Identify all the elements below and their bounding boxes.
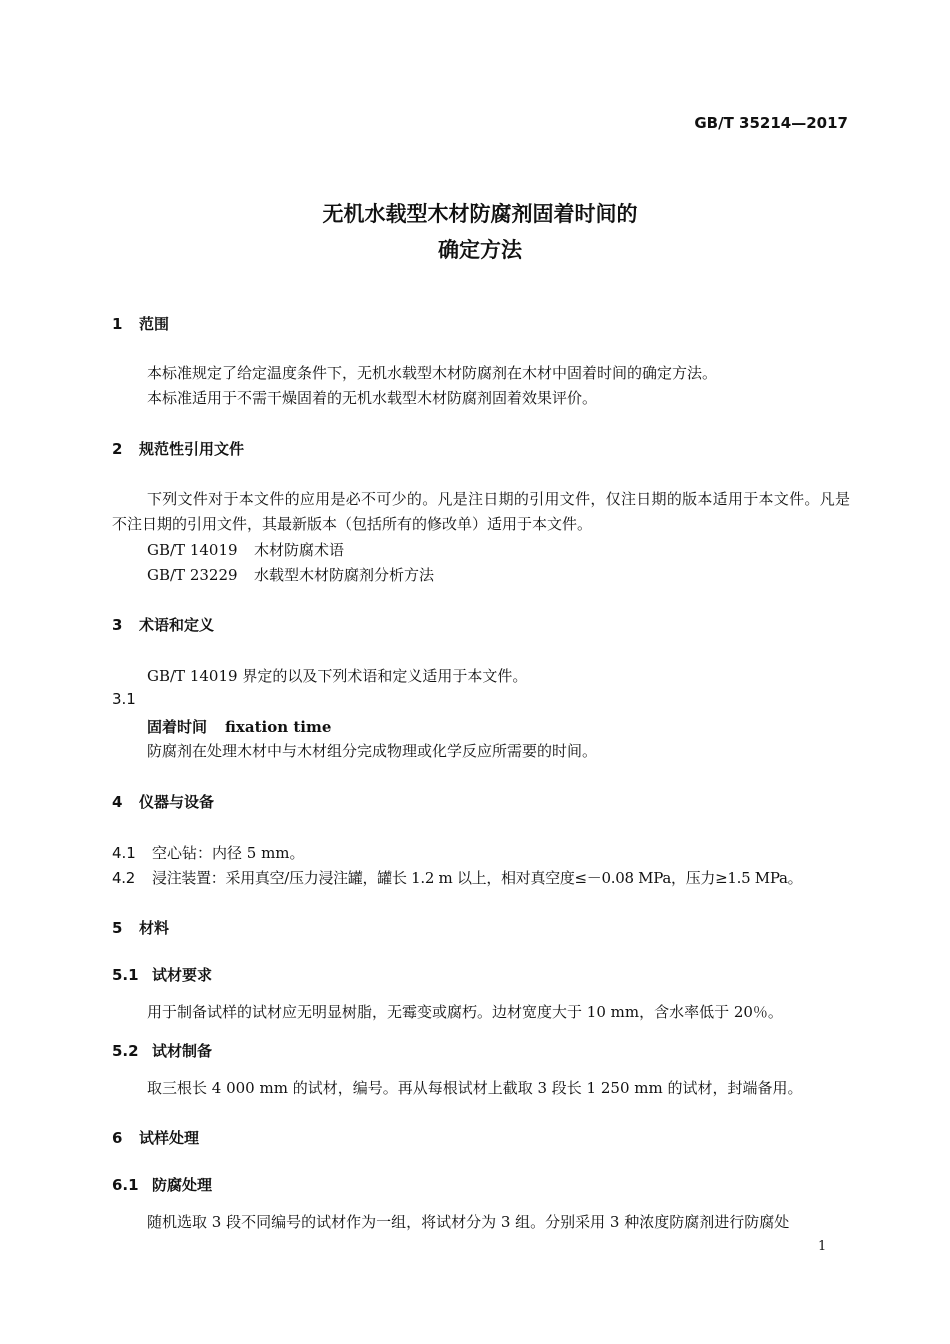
standard-number: GB/T 35214—2017 — [694, 114, 848, 132]
section-number: 1 — [112, 315, 123, 333]
subsection-number: 5.1 — [112, 966, 139, 984]
document-title-line2: 确定方法 — [438, 238, 522, 262]
subsection-title: 试材制备 — [152, 1042, 213, 1060]
section-number: 4 — [112, 793, 123, 811]
section-title: 仪器与设备 — [139, 793, 215, 811]
section-title: 试样处理 — [139, 1129, 200, 1147]
reference-title: 木材防腐术语 — [254, 541, 345, 559]
term-number: 3.1 — [112, 690, 136, 708]
term-english: fixation time — [225, 718, 332, 736]
document-title-line1: 无机水载型木材防腐剂固着时间的 — [322, 202, 638, 226]
section-1-paragraph-2: 本标准适用于不需干燥固着的无机水载型木材防腐剂固着效果评价。 — [147, 389, 598, 407]
subsection-6-1-text: 随机选取 3 段不同编号的试材作为一组，将试材分为 3 组。分别采用 3 种浓度防腐剂进行防腐处 — [147, 1213, 790, 1231]
term-definition: 防腐剂在处理木材中与木材组分完成物理或化学反应所需要的时间。 — [147, 742, 598, 760]
subsection-5-2-heading — [112, 1040, 212, 1061]
section-4-heading — [112, 791, 214, 812]
section-3-heading — [112, 614, 214, 635]
subsection-title: 试材要求 — [152, 966, 213, 984]
subsection-5-1-text: 用于制备试样的试材应无明显树脂，无霉变或腐朽。边材宽度大于 10 mm，含水率低于 20％。 — [147, 1003, 783, 1021]
term-chinese: 固着时间 — [147, 718, 208, 736]
section-5-heading — [112, 917, 169, 938]
subsection-number: 6.1 — [112, 1176, 139, 1194]
reference-code: GB/T 23229 — [147, 566, 238, 584]
section-2-heading — [112, 438, 244, 459]
section-number: 2 — [112, 440, 123, 458]
subsection-5-2-text: 取三根长 4 000 mm 的试材，编号。再从每根试材上截取 3 段长 1 250 mm 的试材，封端备用。 — [147, 1079, 803, 1097]
item-number: 4.1 — [112, 844, 136, 862]
equipment-item-4-1 — [112, 842, 305, 863]
section-number: 6 — [112, 1129, 123, 1147]
normative-reference-2 — [147, 564, 434, 585]
item-text: 空心钻：内径 5 mm。 — [152, 844, 305, 862]
section-number: 3 — [112, 616, 123, 634]
page-number: 1 — [818, 1239, 827, 1254]
section-title: 范围 — [139, 315, 170, 333]
section-6-heading — [112, 1127, 199, 1148]
subsection-5-1-heading — [112, 964, 212, 985]
reference-code: GB/T 14019 — [147, 541, 238, 559]
subsection-6-1-heading — [112, 1174, 212, 1195]
normative-reference-1 — [147, 539, 344, 560]
section-title: 材料 — [139, 919, 170, 937]
item-text: 浸注装置：采用真空/压力浸注罐，罐长 1.2 m 以上，相对真空度≤－0.08 MPa，压力≥1.5 MPa。 — [152, 869, 803, 887]
reference-title: 水载型木材防腐剂分析方法 — [254, 566, 435, 584]
equipment-item-4-2 — [112, 867, 802, 888]
subsection-title: 防腐处理 — [152, 1176, 213, 1194]
section-title: 术语和定义 — [139, 616, 215, 634]
section-2-intro: 下列文件对于本文件的应用是必不可少的。凡是注日期的引用文件，仅注日期的版本适用于本文件。凡是不注日期的引用文件，其最新版本（包括所有的修改单）适用于本文件。 — [112, 490, 850, 533]
item-number: 4.2 — [112, 869, 135, 887]
section-1-paragraph-1: 本标准规定了给定温度条件下，无机水载型木材防腐剂在木材中固着时间的确定方法。 — [147, 364, 718, 382]
section-3-intro: GB/T 14019 界定的以及下列术语和定义适用于本文件。 — [147, 667, 528, 685]
section-1-heading — [112, 313, 169, 334]
section-number: 5 — [112, 919, 123, 937]
term-heading — [147, 716, 331, 737]
subsection-number: 5.2 — [112, 1042, 139, 1060]
section-title: 规范性引用文件 — [139, 440, 245, 458]
